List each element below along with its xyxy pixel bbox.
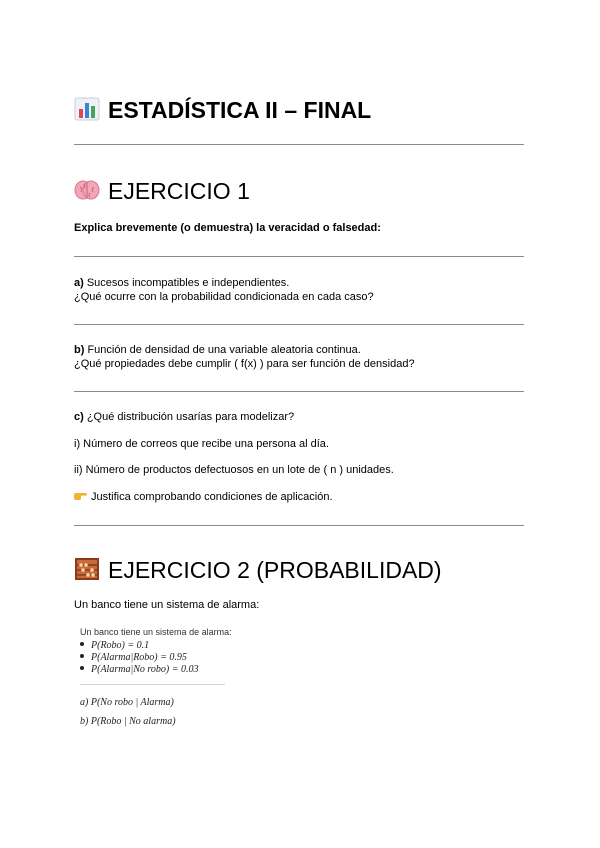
item-b-line2: ¿Qué propiedades debe cumplir ( f(x) ) para ser función de densidad? <box>74 358 415 370</box>
ejercicio2-math-image <box>80 627 230 727</box>
ejercicio2-heading <box>74 557 442 584</box>
divider <box>74 525 524 526</box>
ejercicio1-item-c <box>74 410 294 424</box>
ejercicio1-item-c-i: i) Número de correos que recibe una persona al día. <box>74 438 329 450</box>
item-a-line1: Sucesos incompatibles e independientes. <box>83 277 290 289</box>
divider <box>74 144 524 145</box>
note-text: Justifica comprobando condiciones de aplicación. <box>91 491 333 503</box>
divider <box>74 324 524 325</box>
ejercicio1-heading-text: EJERCICIO 1 <box>108 178 250 204</box>
brain-icon <box>74 178 100 202</box>
ejercicio1-item-a <box>74 276 374 304</box>
image-intro: Un banco tiene un sistema de alarma: <box>80 627 232 637</box>
math-question-a: a) P(No robo | Alarma) <box>80 697 174 708</box>
ejercicio1-item-b <box>74 343 415 371</box>
ejercicio1-intro: Explica brevemente (o demuestra) la veracidad o falsedad: <box>74 222 381 234</box>
divider <box>74 391 524 392</box>
divider <box>74 256 524 257</box>
ejercicio2-intro: Un banco tiene un sistema de alarma: <box>74 599 260 611</box>
ejercicio1-heading <box>74 178 250 205</box>
item-c-line1: ¿Qué distribución usarías para modelizar? <box>83 411 295 423</box>
ejercicio2-heading-text: EJERCICIO 2 (PROBABILIDAD) <box>108 557 442 583</box>
page-title-text: ESTADÍSTICA II – FINAL <box>108 97 372 123</box>
math-bullet: P(Robo) = 0.1 <box>80 640 230 651</box>
item-b-line1: Función de densidad de una variable aleatoria continua. <box>84 344 361 356</box>
bar-chart-icon <box>74 97 100 121</box>
item-c-label: c) <box>74 411 84 423</box>
item-a-label: a) <box>74 277 84 289</box>
math-question-b: b) P(Robo | No alarma) <box>80 716 176 727</box>
item-b-label: b) <box>74 344 85 356</box>
image-divider <box>80 684 225 685</box>
math-bullet: P(Alarma|Robo) = 0.95 <box>80 652 230 663</box>
item-a-line2: ¿Qué ocurre con la probabilidad condicionada en cada caso? <box>74 291 374 303</box>
pointing-hand-icon <box>74 490 87 501</box>
page-title <box>74 97 371 124</box>
math-bullet: P(Alarma|No robo) = 0.03 <box>80 664 230 675</box>
ejercicio1-item-c-ii: ii) Número de productos defectuosos en un lote de ( n ) unidades. <box>74 464 394 476</box>
abacus-icon <box>74 557 100 581</box>
ejercicio1-note <box>74 490 333 504</box>
